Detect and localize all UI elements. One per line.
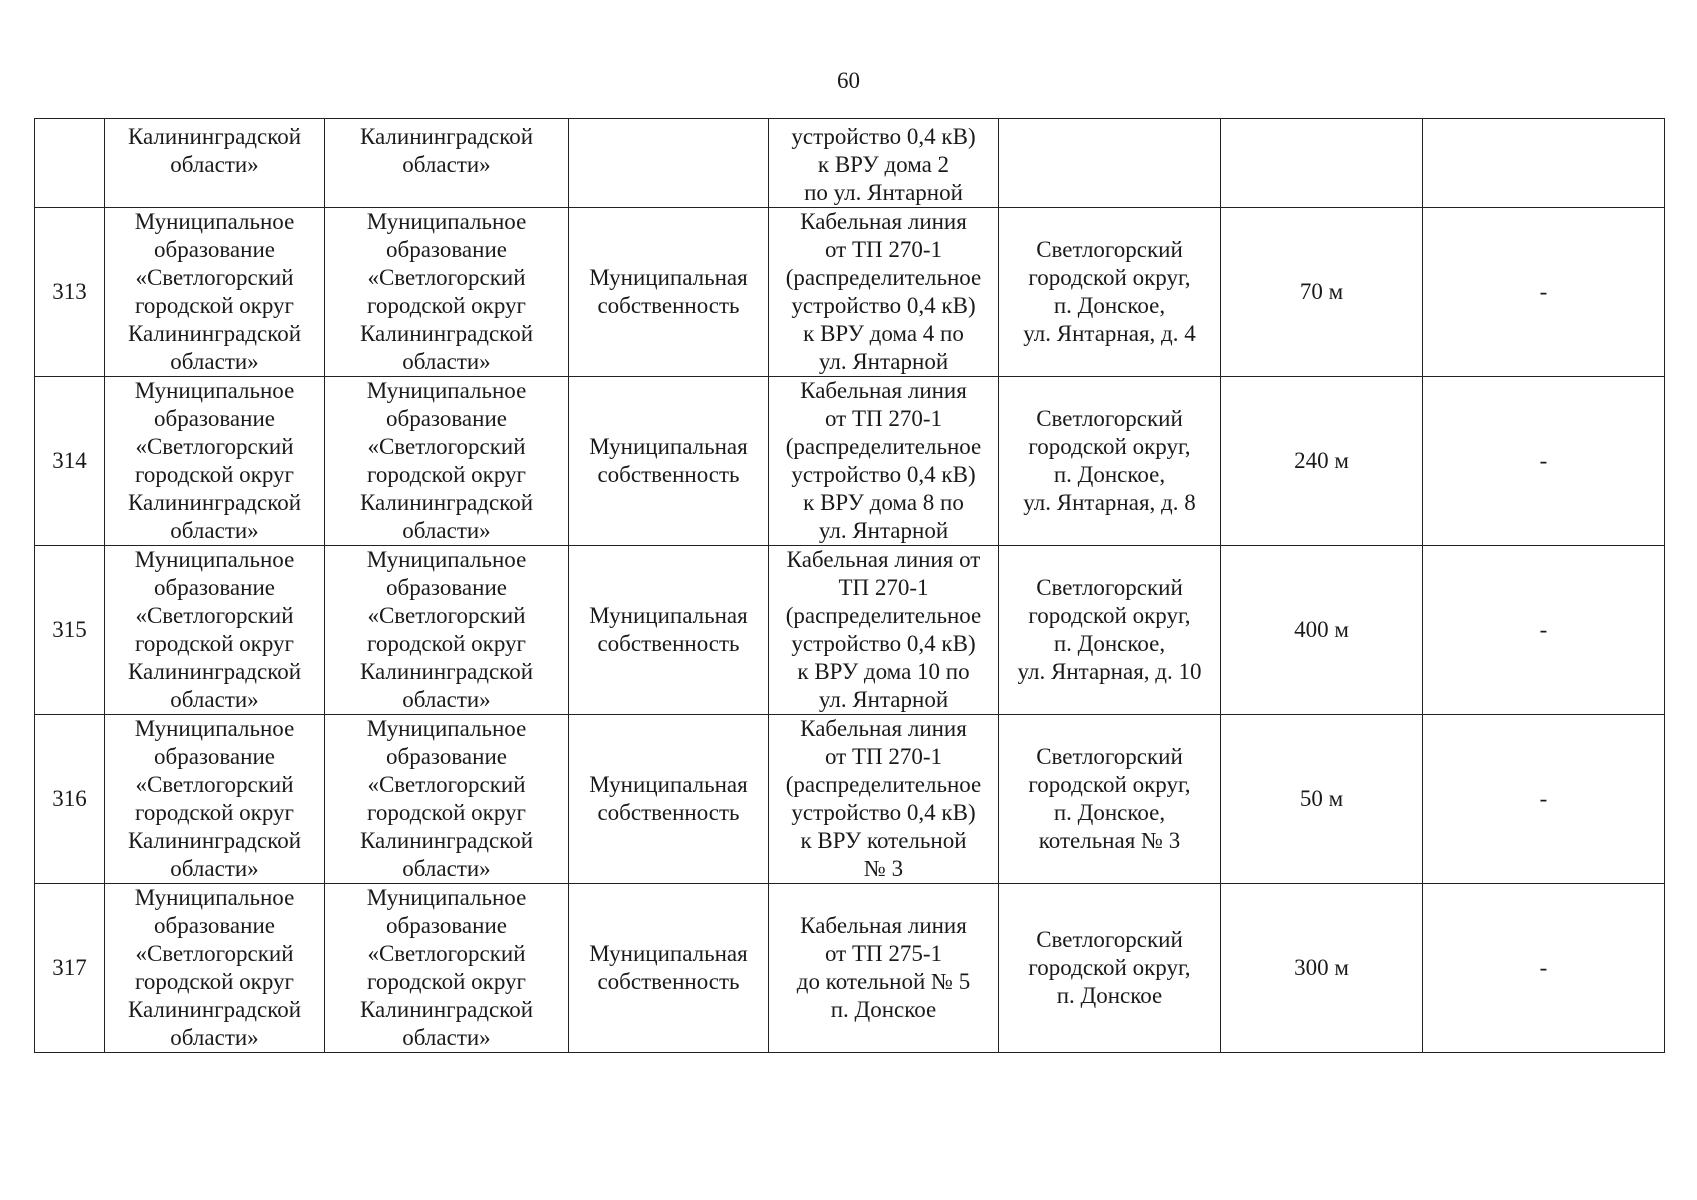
table-row-continuation <box>35 119 1665 208</box>
cell-address: Светлогорский городской округ, п. Донское, котельная № 3 <box>999 715 1221 884</box>
table-row <box>35 884 1665 1053</box>
cell-status: Муниципальная собственность <box>569 208 769 377</box>
cell-holder: Муниципальное образование «Светлогорский городской округ Калининградской области» <box>105 377 325 546</box>
cell-owner: Муниципальное образование «Светлогорский городской округ Калининградской области» <box>325 715 569 884</box>
property-table <box>34 118 1665 1053</box>
cell-description: Кабельная линия от ТП 275-1 до котельной № 5 п. Донское <box>769 884 999 1053</box>
cell-number: 316 <box>35 715 105 884</box>
cell-holder: Калининградской области» <box>105 119 325 208</box>
cell-description: Кабельная линия от ТП 270-1 (распределительное устройство 0,4 кВ) к ВРУ дома 8 по ул. Янтарной <box>769 377 999 546</box>
cell-address: Светлогорский городской округ, п. Донское, ул. Янтарная, д. 10 <box>999 546 1221 715</box>
cell-status <box>569 119 769 208</box>
cell-owner: Муниципальное образование «Светлогорский городской округ Калининградской области» <box>325 546 569 715</box>
cell-number: 317 <box>35 884 105 1053</box>
cell-number: 315 <box>35 546 105 715</box>
cell-description: Кабельная линия от ТП 270-1 (распределительное устройство 0,4 кВ) к ВРУ дома 10 по ул. Янтарной <box>769 546 999 715</box>
cell-status: Муниципальная собственность <box>569 546 769 715</box>
cell-number: 314 <box>35 377 105 546</box>
cell-status: Муниципальная собственность <box>569 884 769 1053</box>
cell-note: - <box>1423 546 1665 715</box>
table-row <box>35 377 1665 546</box>
cell-note: - <box>1423 377 1665 546</box>
cell-owner: Муниципальное образование «Светлогорский городской округ Калининградской области» <box>325 208 569 377</box>
cell-note: - <box>1423 715 1665 884</box>
cell-note <box>1423 119 1665 208</box>
cell-length <box>1221 119 1423 208</box>
cell-holder: Муниципальное образование «Светлогорский городской округ Калининградской области» <box>105 715 325 884</box>
property-table-container <box>34 118 1664 1053</box>
cell-length: 240 м <box>1221 377 1423 546</box>
cell-holder: Муниципальное образование «Светлогорский городской округ Калининградской области» <box>105 546 325 715</box>
cell-owner: Муниципальное образование «Светлогорский городской округ Калининградской области» <box>325 377 569 546</box>
cell-owner: Калининградской области» <box>325 119 569 208</box>
cell-note: - <box>1423 208 1665 377</box>
cell-description: устройство 0,4 кВ) к ВРУ дома 2 по ул. Янтарной <box>769 119 999 208</box>
cell-length: 300 м <box>1221 884 1423 1053</box>
cell-status: Муниципальная собственность <box>569 377 769 546</box>
cell-description: Кабельная линия от ТП 270-1 (распределительное устройство 0,4 кВ) к ВРУ дома 4 по ул. Янтарной <box>769 208 999 377</box>
cell-address: Светлогорский городской округ, п. Донское <box>999 884 1221 1053</box>
cell-holder: Муниципальное образование «Светлогорский городской округ Калининградской области» <box>105 208 325 377</box>
cell-number: 313 <box>35 208 105 377</box>
cell-description: Кабельная линия от ТП 270-1 (распределительное устройство 0,4 кВ) к ВРУ котельной № 3 <box>769 715 999 884</box>
table-row <box>35 715 1665 884</box>
cell-number <box>35 119 105 208</box>
cell-address: Светлогорский городской округ, п. Донское, ул. Янтарная, д. 4 <box>999 208 1221 377</box>
table-row <box>35 546 1665 715</box>
cell-address <box>999 119 1221 208</box>
cell-length: 70 м <box>1221 208 1423 377</box>
table-row <box>35 208 1665 377</box>
cell-address: Светлогорский городской округ, п. Донское, ул. Янтарная, д. 8 <box>999 377 1221 546</box>
cell-owner: Муниципальное образование «Светлогорский городской округ Калининградской области» <box>325 884 569 1053</box>
cell-status: Муниципальная собственность <box>569 715 769 884</box>
cell-length: 50 м <box>1221 715 1423 884</box>
cell-holder: Муниципальное образование «Светлогорский городской округ Калининградской области» <box>105 884 325 1053</box>
cell-length: 400 м <box>1221 546 1423 715</box>
page-number: 60 <box>837 68 860 93</box>
cell-note: - <box>1423 884 1665 1053</box>
